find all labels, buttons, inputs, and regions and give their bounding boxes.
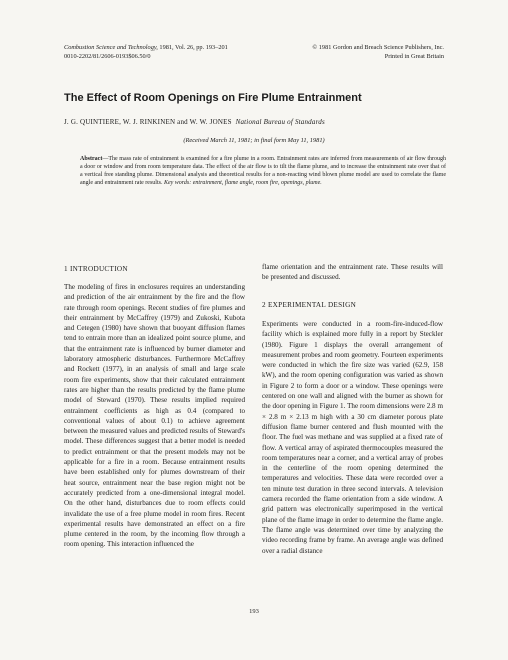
right-column-top [262, 262, 443, 283]
author-names: J. G. QUINTIERE, W. J. RINKINEN and W. W. JONES [64, 118, 232, 126]
introduction-paragraph: The modeling of fires in enclosures requires an understanding and prediction of the air entrainment by the fire and the flow rate through room openings. Recent studies of fire plumes and their entrainment by McCaffrey (1979) and Zukoski, Kubota and Cetegen (1980) have shown that buoyant diffusion flames tend to entrain more than an idealized point source plume, and that the entrainment rate is influenced by burner diameter and laboratory atmospheric disturbances. Furthermore McCaffrey and Rockett (1977), in an analysis of small and large scale room fire experiments, show that their calculated entrainment rates are higher than the results predicted by the flame plume model of Steward (1970). These results implied required entrainment coefficients as high as 0.4 (compared to conventional values of about 0.1) to achieve agreement between the measured values and predicted results of Steward's model. These differences suggest that a better model is needed to predict entrainment or that the present models may not be applicable for a fire in a room. Because entrainment results have been established only for plumes downstream of their heat source, entrainment near the base region might not be accurately predicted from a one-dimensional integral model. On the other hand, disturbances due to room effects could invalidate the use of a free plume model in room fires. Recent experimental results have demonstrated an effect on a fire plume centered in the room, by the incoming flow through a room opening. This interaction influenced the [64, 283, 245, 549]
volume-pages: 1981, Vol. 26, pp. 193–201 [157, 44, 228, 51]
abstract-keywords: Key words: entrainment, flame angle, room fire, openings, plume. [162, 180, 322, 187]
author-line [64, 118, 325, 126]
paper-title: The Effect of Room Openings on Fire Plume Entrainment [64, 92, 362, 104]
introduction-continuation: flame orientation and the entrainment rate. These results will be presented and discussed. [262, 263, 443, 282]
printed-line: Printed in Great Britain [384, 53, 444, 60]
experimental-paragraph: Experiments were conducted in a room-fire-induced-flow facility which is explained more fully in a report by Steckler (1980). Figure 1 displays the overall arrangement of measurement probes and room geometry. Fourteen experiments were conducted in which the fire size was varied (62.9, 158 kW), and the room opening configuration was varied as shown in Figure 2 to form a door or a window. These openings were centered on one wall and aligned with the burner as shown for the door opening in Figure 1. The room dimensions were 2.8 m × 2.8 m × 2.13 m high with a 30 cm diameter porous plate diffusion flame burner centered and flush mounted with the floor. The fuel was methane and was supplied at a fixed rate of flow. A vertical array of aspirated thermocouples measured the room temperatures near a corner, and a vertical array of probes in the centerline of the room opening determined the temperatures and velocities. These data were recorded over a ten minute test duration in three second intervals. A television camera recorded the flame orientation from a side window. A grid pattern was electronically superimposed in the vertical plane of the flame image in order to determine the flame angle. The flame angle was determined over time by analyzing the video recording frame by frame. An average angle was defined over a radial distance [262, 320, 443, 555]
journal-name: Combustion Science and Technology, [64, 44, 158, 51]
abstract [80, 155, 446, 187]
left-column [64, 282, 245, 550]
right-column [262, 319, 443, 556]
publisher-notice [312, 43, 444, 61]
author-institution: National Bureau of Standards [235, 118, 325, 126]
page-number: 193 [249, 608, 259, 615]
section-heading-introduction: 1 INTRODUCTION [64, 265, 128, 273]
issn-code: 0010-2202/81/2606-0193$06.50/0 [64, 53, 151, 60]
received-dates: (Received March 11, 1981; in final form May 11, 1981) [183, 137, 325, 144]
abstract-label: Abstract [80, 156, 103, 162]
section-heading-experimental-design: 2 EXPERIMENTAL DESIGN [262, 301, 357, 309]
abstract-text: —The mass rate of entrainment is examined for a fire plume in a room. Entrainment rates are inferred from measurements of air flow through a door or window and from room temperature data. The effect of the air flow is to tilt the flame plume, and to increase the entrainment rate over that of a vertical free standing plume. Dimensional analysis and theoretical results for a non-reacting wind blown plume model are used to correlate the flame angle and entrainment rate results. [80, 156, 446, 187]
copyright-line: © 1981 Gordon and Breach Science Publishers, Inc. [312, 44, 444, 51]
journal-citation [64, 43, 228, 61]
